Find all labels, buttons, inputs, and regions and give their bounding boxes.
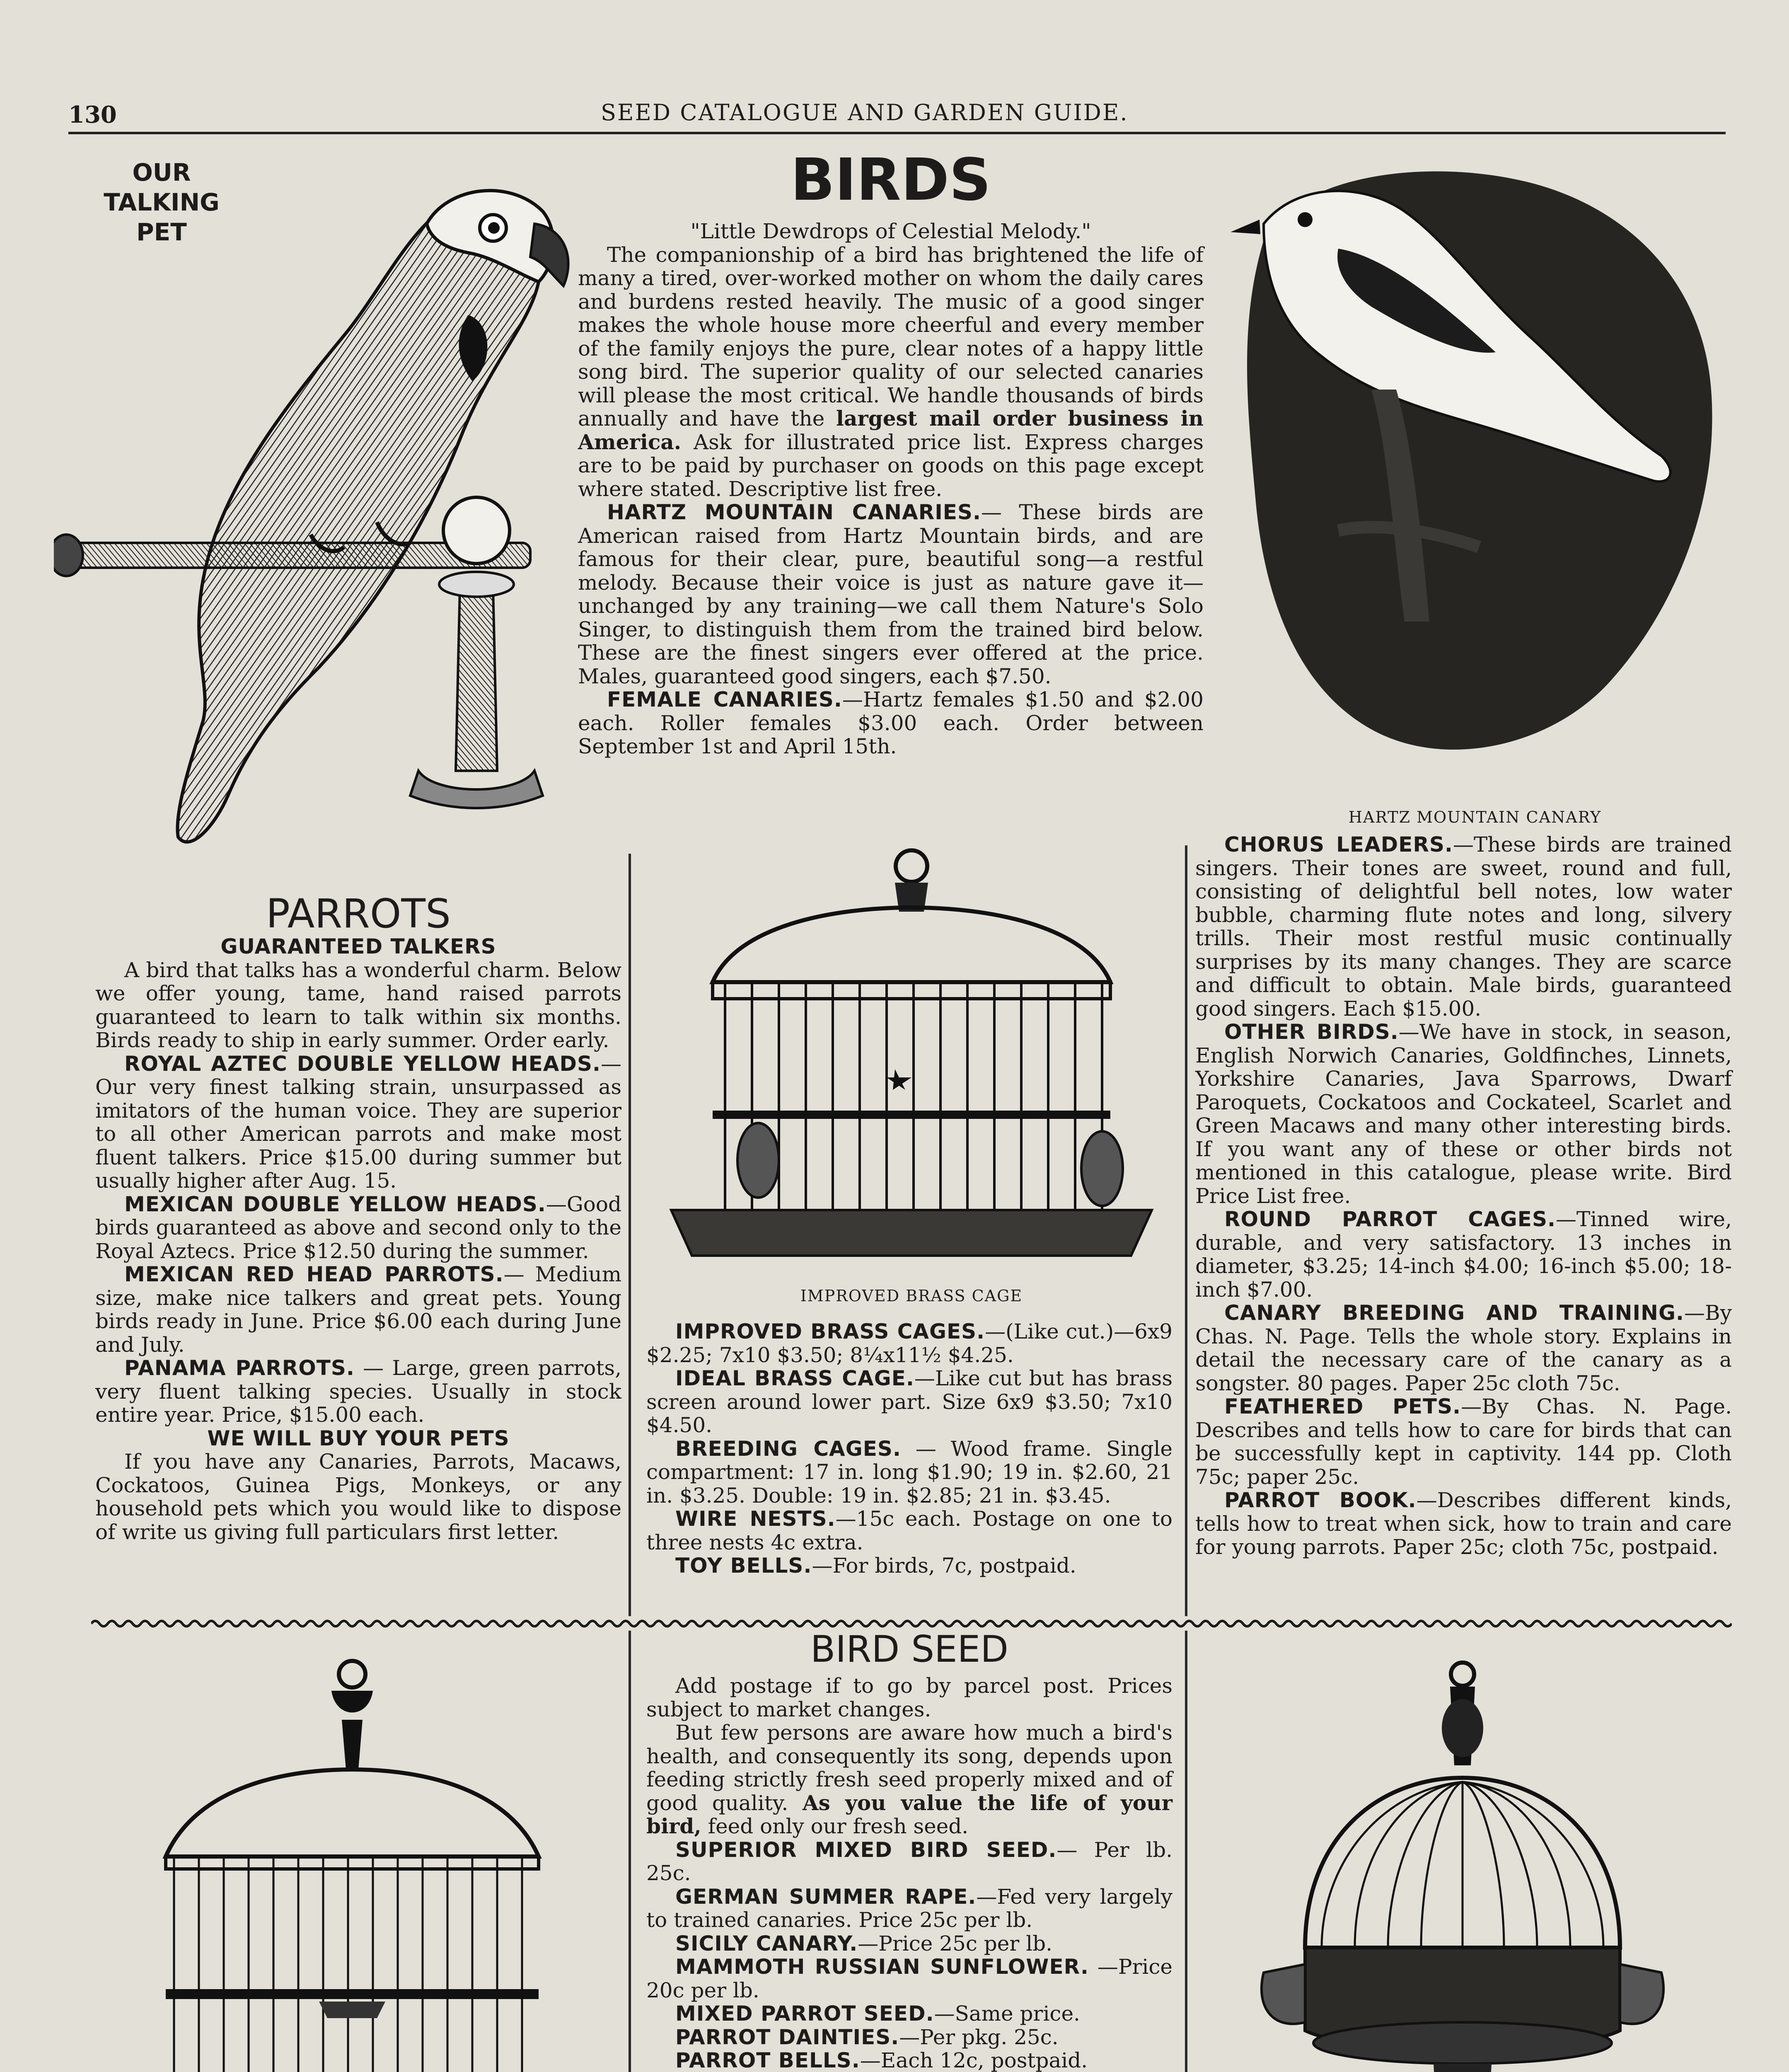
cage-entry-4-text: —15c each. Postage on one to three nests 4c extra. xyxy=(646,1507,1173,1554)
cage-entry-2-heading: IDEAL BRASS CAGE. xyxy=(675,1366,914,1390)
page-number: 130 xyxy=(68,101,117,128)
parrot-entry-1 xyxy=(95,1052,621,1193)
female-canaries-heading: FEMALE CANARIES. xyxy=(607,687,842,712)
seed-entry-1-text: — Per lb. 25c. xyxy=(646,1837,1173,1885)
right-entry-6-text: —Describes different kinds, tells how to treat when sick, how to train and care for young parrots. Paper 25c; cloth 75c, postpaid. xyxy=(1195,1488,1732,1559)
seed-entry-3-text: —Price 25c per lb. xyxy=(858,1931,1053,1956)
bird-seed-column xyxy=(646,1674,1173,2072)
parrot-entry-2-heading: MEXICAN DOUBLE YELLOW HEADS. xyxy=(124,1192,546,1216)
seed-entry-6-heading: PARROT DAINTIES. xyxy=(675,2025,899,2049)
birds-intro-end: Ask for illustrated price list. Express charges are to be paid by purchaser on goods on this page except where stated. Descriptive list free. xyxy=(578,430,1204,501)
cage-entry-3 xyxy=(646,1437,1173,1508)
cage-entry-3-heading: BREEDING CAGES. xyxy=(675,1436,901,1461)
female-canaries-text: —Hartz females $1.50 and $2.00 each. Roller females $3.00 each. Order between September 1st and April 15th. xyxy=(578,687,1204,758)
hartz-canaries-entry xyxy=(578,501,1204,688)
cage-entry-5-heading: TOY BELLS. xyxy=(675,1554,812,1578)
bird-seed-intro2 xyxy=(646,1721,1173,1838)
parrot-illustration xyxy=(54,149,592,887)
seed-entry-7 xyxy=(646,2049,1173,2072)
hartz-canaries-text: — These birds are American raised from Hartz Mountain birds, and are famous for their clear, pure, beautiful song—a restful melody. Because their voice is just as nature gave it—unchanged by any training—we call them Nature's Solo Singer, to distinguish them from the trained bird below. These are the finest singers ever offered at the price. Males, guaranteed good singers, each $7.50. xyxy=(578,500,1204,688)
right-entry-2-heading: OTHER BIRDS. xyxy=(1224,1020,1399,1044)
right-entry-6-heading: PARROT BOOK. xyxy=(1224,1488,1417,1512)
cage-entry-2 xyxy=(646,1367,1173,1437)
parrot-caption-line1: OUR TALKING xyxy=(104,158,220,216)
cage-entry-4-heading: WIRE NESTS. xyxy=(675,1507,836,1531)
parrot-entry-3-text: — Medium size, make nice talkers and great pets. Young birds ready in June. Price $6.00 each during June and July. xyxy=(95,1262,621,1357)
right-entry-4-heading: CANARY BREEDING AND TRAINING. xyxy=(1224,1301,1684,1325)
parrot-entry-4-text: — Large, green parrots, very fluent talking species. Usually in stock entire year. Price, $15.00 each. xyxy=(95,1356,621,1427)
running-head: SEED CATALOGUE AND GARDEN GUIDE. xyxy=(601,99,1129,126)
brass-cage-illustration xyxy=(663,845,1160,1272)
parrot-entry-4 xyxy=(95,1356,621,1427)
seed-entry-4-heading: MAMMOTH RUSSIAN SUNFLOWER. xyxy=(675,1955,1089,1979)
right-entry-5-text: —By Chas. N. Page. Describes and tells how to care for birds that can be successfully kept in captivity. 144 pp. Cloth 75c; paper 25c. xyxy=(1195,1394,1732,1489)
birds-intro xyxy=(578,243,1204,501)
brass-cage-caption: IMPROVED BRASS CAGE xyxy=(800,1287,1023,1305)
seed-entry-4 xyxy=(646,1955,1173,2002)
lower-divider-right xyxy=(1185,1631,1187,2072)
seed-entry-2-text: —Fed very largely to trained canaries. Price 25c per lb. xyxy=(646,1884,1173,1932)
cages-column xyxy=(646,1320,1173,1578)
female-canaries-entry xyxy=(578,688,1204,758)
parrots-title: PARROTS xyxy=(266,891,451,937)
header-rule xyxy=(68,132,1726,134)
right-entry-3-text: —Tinned wire, durable, and very satisfactory. 13 inches in diameter, $3.25; 14-inch $4.00; 16-inch $5.00; 18-inch $7.00. xyxy=(1195,1207,1732,1302)
bird-seed-intro2-bold: As you value the life of your bird, xyxy=(646,1790,1173,1838)
seed-entry-2-heading: GERMAN SUMMER RAPE. xyxy=(675,1884,977,1909)
cage-entry-3-text: — Wood frame. Single compartment: 17 in. long $1.90; 19 in. $2.60, 21 in. $3.25. Double: 19 in. $2.85; 21 in. $3.45. xyxy=(646,1436,1173,1508)
parrot-entry-1-heading: ROYAL AZTEC DOUBLE YELLOW HEADS. xyxy=(124,1051,601,1076)
hartz-canaries-heading: HARTZ MOUNTAIN CANARIES. xyxy=(607,500,981,524)
bird-seed-intro2-end: feed only our fresh seed. xyxy=(708,1814,969,1838)
right-entry-1-text: —These birds are trained singers. Their tones are sweet, round and full, consisting of delightful bell notes, low water bubble, charming flute notes and long, silvery trills. Their most restful music continually surprises by its many changes. They are scarce and difficult to obtain. Male birds, guaranteed good singers. Each $15.00. xyxy=(1195,833,1732,1021)
right-entry-5 xyxy=(1195,1395,1732,1489)
column-divider-right xyxy=(1185,845,1187,1616)
buy-pets-heading: WE WILL BUY YOUR PETS xyxy=(207,1426,510,1450)
birds-intro-text: The companionship of a bird has brightened the life of many a tired, over-worked mother on whom the daily cares and burdens rested heavily. The music of a good singer makes the whole house more cheerful and every member of the family enjoys the pure, clear notes of a happy little song bird. The superior quality of our selected canaries will please the most critical. We handle thousands of birds annually and have the xyxy=(578,242,1204,431)
parrot-entry-3-heading: MEXICAN RED HEAD PARROTS. xyxy=(124,1262,504,1286)
parrots-column xyxy=(95,935,621,1544)
cage-entry-1-heading: IMPROVED BRASS CAGES. xyxy=(675,1319,985,1343)
parrot-entry-2-text: —Good birds guaranteed as above and second only to the Royal Aztecs. Price $12.50 during the summer. xyxy=(95,1192,621,1263)
right-column xyxy=(1195,833,1732,1559)
cage-entry-2-text: —Like cut but has brass screen around lower part. Size 6x9 $3.50; 7x10 $4.50. xyxy=(646,1366,1173,1437)
right-entry-3-heading: ROUND PARROT CAGES. xyxy=(1224,1207,1556,1231)
right-entry-3 xyxy=(1195,1208,1732,1301)
bird-seed-intro1: Add postage if to go by parcel post. Prices subject to market changes. xyxy=(646,1674,1173,1721)
seed-entry-7-heading: PARROT BELLS. xyxy=(675,2048,860,2072)
birds-intro-bold: largest mail order business in America. xyxy=(578,406,1204,454)
parrots-intro: A bird that talks has a wonderful charm. Below we offer young, tame, hand raised parrots guaranteed to learn to talk within six months. Birds ready to ship in early summer. Order early. xyxy=(95,958,621,1052)
seed-entry-4-text: —Price 20c per lb. xyxy=(646,1955,1173,2002)
seed-entry-2 xyxy=(646,1885,1173,1932)
birds-subtitle: "Little Dewdrops of Celestial Melody." xyxy=(690,219,1091,243)
bird-seed-title: BIRD SEED xyxy=(810,1628,1009,1670)
cage-entry-5-text: —For birds, 7c, postpaid. xyxy=(812,1554,1076,1578)
right-entry-4 xyxy=(1195,1301,1732,1395)
climax-cage-illustration xyxy=(1255,1658,1670,2072)
seed-entry-5-text: —Same price. xyxy=(934,2002,1080,2026)
parrot-entry-4-heading: PANAMA PARROTS. xyxy=(124,1356,355,1380)
canary-illustration xyxy=(1214,157,1736,787)
seed-entry-1-heading: SUPERIOR MIXED BIRD SEED. xyxy=(675,1837,1057,1862)
parrot-caption-line2: PET xyxy=(136,218,187,246)
lower-divider-left xyxy=(629,1631,631,2072)
parrots-subtitle: GUARANTEED TALKERS xyxy=(220,934,496,959)
right-entry-6 xyxy=(1195,1489,1732,1559)
birds-title: BIRDS xyxy=(791,146,991,214)
seed-entry-6 xyxy=(646,2026,1173,2049)
right-entry-2 xyxy=(1195,1020,1732,1208)
cage-entry-1-text: —(Like cut.)—6x9 $2.25; 7x10 $3.50; 8¼x11½ $4.25. xyxy=(646,1319,1173,1367)
seed-entry-5-heading: MIXED PARROT SEED. xyxy=(675,2002,934,2026)
parrot-entry-3 xyxy=(95,1263,621,1356)
column-divider-left xyxy=(629,854,631,1616)
right-entry-1-heading: CHORUS LEADERS. xyxy=(1224,833,1453,857)
birds-column xyxy=(578,220,1204,758)
right-entry-4-text: —By Chas. N. Page. Tells the whole story. Explains in detail the necessary care of the canary as a songster. 80 pages. Paper 25c cloth 75c. xyxy=(1195,1301,1732,1395)
bird-seed-intro2-text: But few persons are aware how much a bird's health, and consequently its song, depends upon feeding strictly fresh seed properly mixed and of good quality. xyxy=(646,1721,1173,1815)
japanned-cage-illustration xyxy=(104,1658,609,2072)
seed-entry-7-text: —Each 12c, postpaid. xyxy=(860,2048,1088,2072)
seed-entry-1 xyxy=(646,1838,1173,1885)
cage-entry-1 xyxy=(646,1320,1173,1367)
right-entry-1 xyxy=(1195,833,1732,1020)
cage-entry-5 xyxy=(646,1554,1173,1578)
seed-entry-3 xyxy=(646,1932,1173,1956)
parrot-entry-2 xyxy=(95,1193,621,1263)
seed-entry-3-heading: SICILY CANARY. xyxy=(675,1931,858,1956)
right-entry-5-heading: FEATHERED PETS. xyxy=(1224,1394,1461,1418)
parrot-entry-1-text: —Our very finest talking strain, unsurpassed as imitators of the human voice. They are superior to all other American parrots and make most fluent talkers. Price $15.00 during summer but usually higher after Aug. 15. xyxy=(95,1051,621,1193)
seed-entry-6-text: —Per pkg. 25c. xyxy=(899,2025,1059,2049)
canary-caption: HARTZ MOUNTAIN CANARY xyxy=(1348,808,1602,826)
seed-entry-5 xyxy=(646,2002,1173,2026)
cage-entry-4 xyxy=(646,1507,1173,1554)
buy-pets-text: If you have any Canaries, Parrots, Macaws, Cockatoos, Guinea Pigs, Monkeys, or any household pets which you would like to dispose of write us giving full particulars first letter. xyxy=(95,1450,621,1544)
right-entry-2-text: —We have in stock, in season, English Norwich Canaries, Goldfinches, Linnets, Yorkshire Canaries, Java Sparrows, Dwarf Paroquets, Cockatoos and Cockateel, Scarlet and Green Macaws and many other interesting birds. If you want any of these or other birds not mentioned in this catalogue, please write. Bird Price List free. xyxy=(1195,1020,1732,1208)
